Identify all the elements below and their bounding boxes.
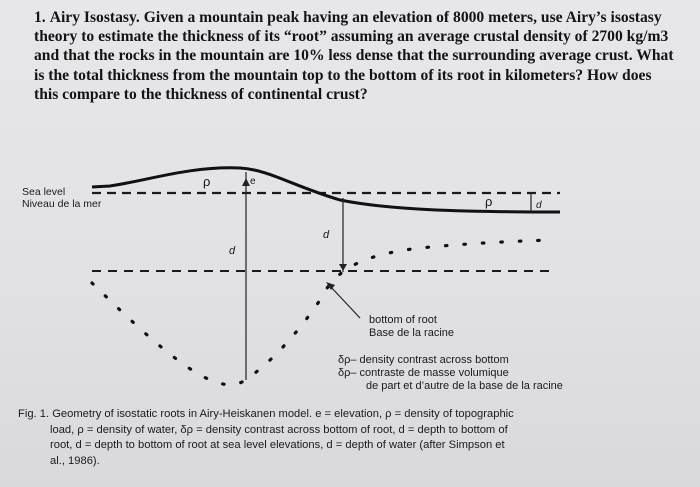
arrow-pointer-root	[330, 286, 360, 318]
arrow-head-dw	[339, 264, 347, 271]
sea-level-label-fr: Niveau de la mer	[22, 198, 102, 210]
drho-label-fr1: δρ– contraste de masse volumique	[338, 367, 509, 379]
rho-water-label: ρ	[485, 194, 493, 209]
caption-line-4: al., 1986).	[50, 454, 100, 467]
caption-line-1: Fig. 1. Geometry of isostatic roots in Airy-Heiskanen model. e = elevation, ρ = density of topographic	[18, 408, 514, 420]
question-number: 1.	[34, 9, 46, 26]
drho-label-fr2: de part et d’autre de la base de la racine	[366, 380, 563, 392]
d-sea-label: d	[323, 229, 330, 241]
question-body: Airy Isostasy. Given a mountain peak having an elevation of 8000 meters, use Airy’s isostasy theory to estimate the thickness of its “root” assuming an average crustal density of 2700 kg/m3 and that the rocks in the mountain are 10% less dense that the surrounding average crust. What is the total thickness from the mountain top to the bottom of its root in kilometers? How does this compare to the thickness of continental crust?	[34, 9, 674, 103]
rho-label: ρ	[203, 174, 211, 189]
figure-caption	[18, 407, 648, 469]
arrow-head-e	[242, 178, 250, 186]
drho-label-en: δρ– density contrast across bottom	[338, 354, 509, 366]
root-label-fr: Base de la racine	[369, 327, 454, 339]
d-label: d	[229, 245, 236, 257]
e-label: e	[250, 176, 256, 187]
d-water-label: d	[536, 200, 542, 211]
root-label-en: bottom of root	[369, 314, 437, 326]
sea-level-label-en: Sea level	[22, 186, 66, 198]
caption-line-2: load, ρ = density of water, δρ = density contrast across bottom of root, d = depth to bottom of	[50, 423, 508, 436]
caption-line-3: root, d = depth to bottom of root at sea level elevations, d = depth of water (after Simpson et	[50, 439, 505, 451]
